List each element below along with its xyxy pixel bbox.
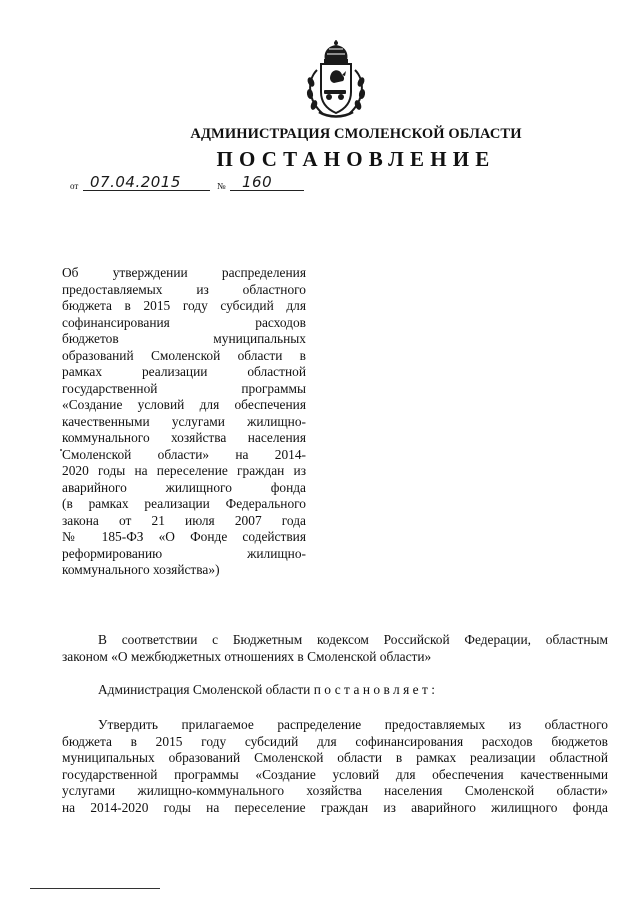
- subject-line: Об утверждении распределения: [62, 265, 306, 280]
- smolensk-coat-of-arms-icon: [301, 40, 371, 120]
- subject-line: предоставляемых из областного: [62, 281, 306, 297]
- subject-line: рамках реализации областной: [62, 364, 306, 379]
- body-line: на 2014-2020 годы на переселение граждан из аварийного жилищного фонда: [62, 799, 608, 815]
- handwritten-date: 07.04.2015: [90, 173, 181, 191]
- subject-line: качественными услугами жилищно-: [62, 413, 306, 429]
- subject-line: реформированию жилищно-: [62, 545, 306, 561]
- subject-line: коммунального хозяйства»): [62, 562, 220, 577]
- legal-basis-paragraph: [62, 631, 608, 665]
- body-line: Утвердить прилагаемое распределение предоставляемых из областного: [98, 717, 608, 732]
- decree-verb: постановляет:: [313, 682, 439, 697]
- margin-mark: [60, 449, 62, 451]
- resolution-body: [62, 717, 608, 817]
- body-line: государственной программы «Создание условий для обеспечения качественными: [62, 766, 608, 782]
- subject-line: бюджета в 2015 году субсидий для: [62, 298, 306, 313]
- subject-line: образований Смоленской области в: [62, 347, 306, 363]
- number-label: №: [217, 181, 226, 191]
- subject-line: 2020 годы на переселение граждан из: [62, 463, 306, 478]
- subject-line: (в рамках реализации Федерального: [62, 496, 306, 511]
- subject-line: софинансирования расходов: [62, 314, 306, 330]
- subject-line: коммунального хозяйства населения: [62, 430, 306, 445]
- subject-line: «Создание условий для обеспечения: [62, 397, 306, 412]
- subject-line: закона от 21 июля 2007 года: [62, 512, 306, 528]
- body-line: бюджета в 2015 году субсидий для софинансирования расходов бюджетов: [62, 733, 608, 749]
- document-subject: [62, 265, 306, 579]
- subject-line: аварийного жилищного фонда: [62, 479, 306, 495]
- body-line: муниципальных образований Смоленской области в рамках реализации областной: [62, 750, 608, 766]
- footnote-separator: [30, 888, 160, 889]
- document-type-heading: ПОСТАНОВЛЕНИЕ: [216, 147, 496, 171]
- organization-title: АДМИНИСТРАЦИЯ СМОЛЕНСКОЙ ОБЛАСТИ: [190, 126, 522, 142]
- subject-line: государственной программы: [62, 380, 306, 396]
- date-number-line: [70, 173, 330, 195]
- subject-line: № 185-ФЗ «О Фонде содействия: [62, 529, 306, 544]
- basis-line: законом «О межбюджетных отношениях в Смоленской области»: [62, 649, 432, 664]
- body-line: услугами жилищно-коммунального хозяйства населения Смоленской области»: [62, 783, 608, 799]
- handwritten-number: 160: [242, 173, 273, 191]
- basis-line: В соответствии с Бюджетным кодексом Российской Федерации, областным: [98, 632, 608, 647]
- decree-line: [98, 682, 438, 698]
- date-from-label: от: [70, 181, 79, 191]
- subject-line: бюджетов муниципальных: [62, 331, 306, 346]
- decree-prefix: Администрация Смоленской области: [98, 682, 311, 697]
- subject-line: Смоленской области» на 2014-: [62, 446, 306, 462]
